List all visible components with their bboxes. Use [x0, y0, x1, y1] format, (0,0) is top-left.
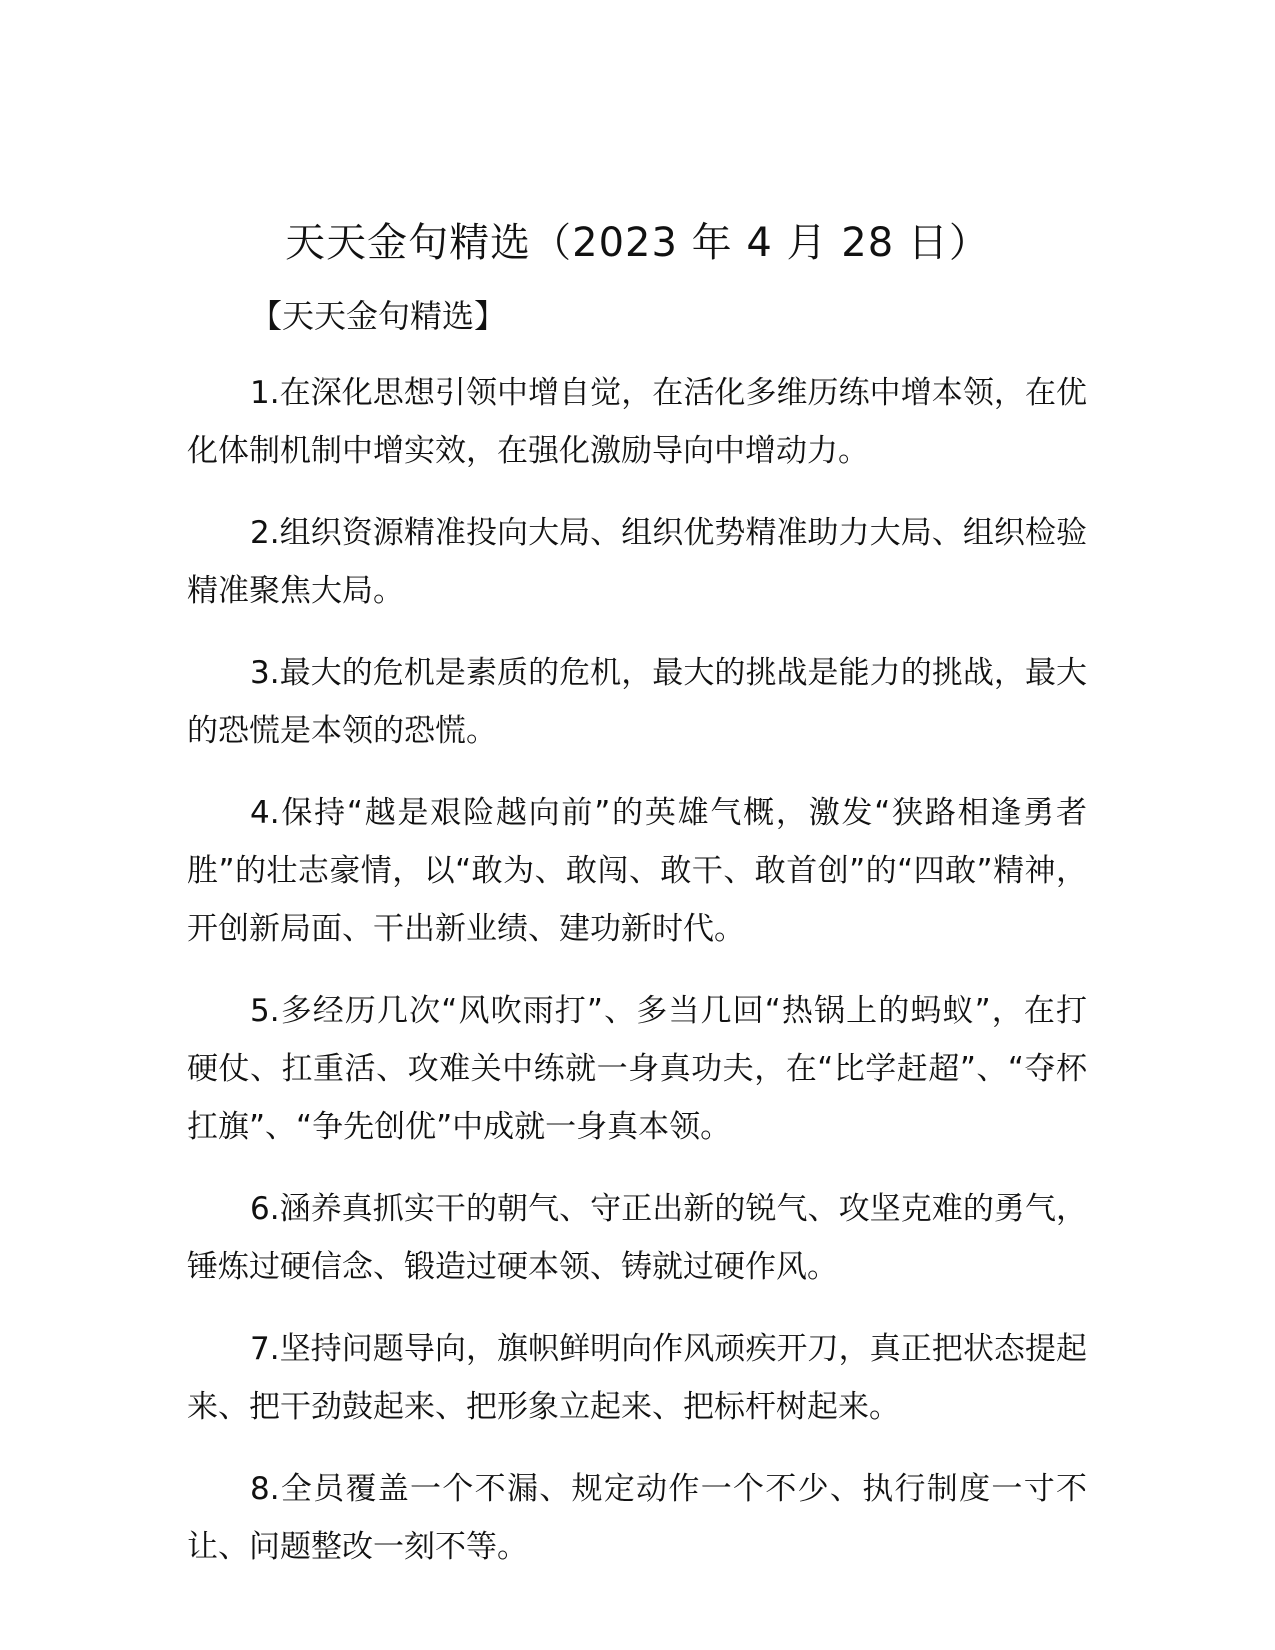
quote-paragraph-2: 2.组织资源精准投向大局、组织优势精准助力大局、组织检验精准聚焦大局。 — [187, 515, 1087, 609]
document-body — [187, 364, 1087, 1600]
quote-paragraph-3: 3.最大的危机是素质的危机，最大的挑战是能力的挑战，最大的恐慌是本领的恐慌。 — [187, 655, 1087, 749]
quote-paragraph-5: 5.多经历几次“风吹雨打”、多当几回“热锅上的蚂蚁”，在打硬仗、扛重活、攻难关中练就一身真功夫，在“比学赶超”、“夺杯扛旗”、“争先创优”中成就一身真本领。 — [187, 993, 1087, 1145]
document-title: 天天金句精选（2023 年 4 月 28 日） — [285, 220, 990, 266]
quote-paragraph-4: 4.保持“越是艰险越向前”的英雄气概，激发“狭路相逢勇者胜”的壮志豪情，以“敢为、敢闯、敢干、敢首创”的“四敢”精神，开创新局面、干出新业绩、建功新时代。 — [187, 795, 1087, 947]
quote-paragraph-1: 1.在深化思想引领中增自觉，在活化多维历练中增本领，在优化体制机制中增实效，在强化激励导向中增动力。 — [187, 375, 1087, 469]
quote-paragraph-8: 8.全员覆盖一个不漏、规定动作一个不少、执行制度一寸不让、问题整改一刻不等。 — [187, 1471, 1087, 1565]
section-heading: 【天天金句精选】 — [250, 297, 507, 335]
quote-paragraph-7: 7.坚持问题导向，旗帜鲜明向作风顽疾开刀，真正把状态提起来、把干劲鼓起来、把形象立起来、把标杆树起来。 — [187, 1331, 1087, 1425]
quote-paragraph-6: 6.涵养真抓实干的朝气、守正出新的锐气、攻坚克难的勇气，锤炼过硬信念、锻造过硬本领、铸就过硬作风。 — [187, 1191, 1087, 1285]
